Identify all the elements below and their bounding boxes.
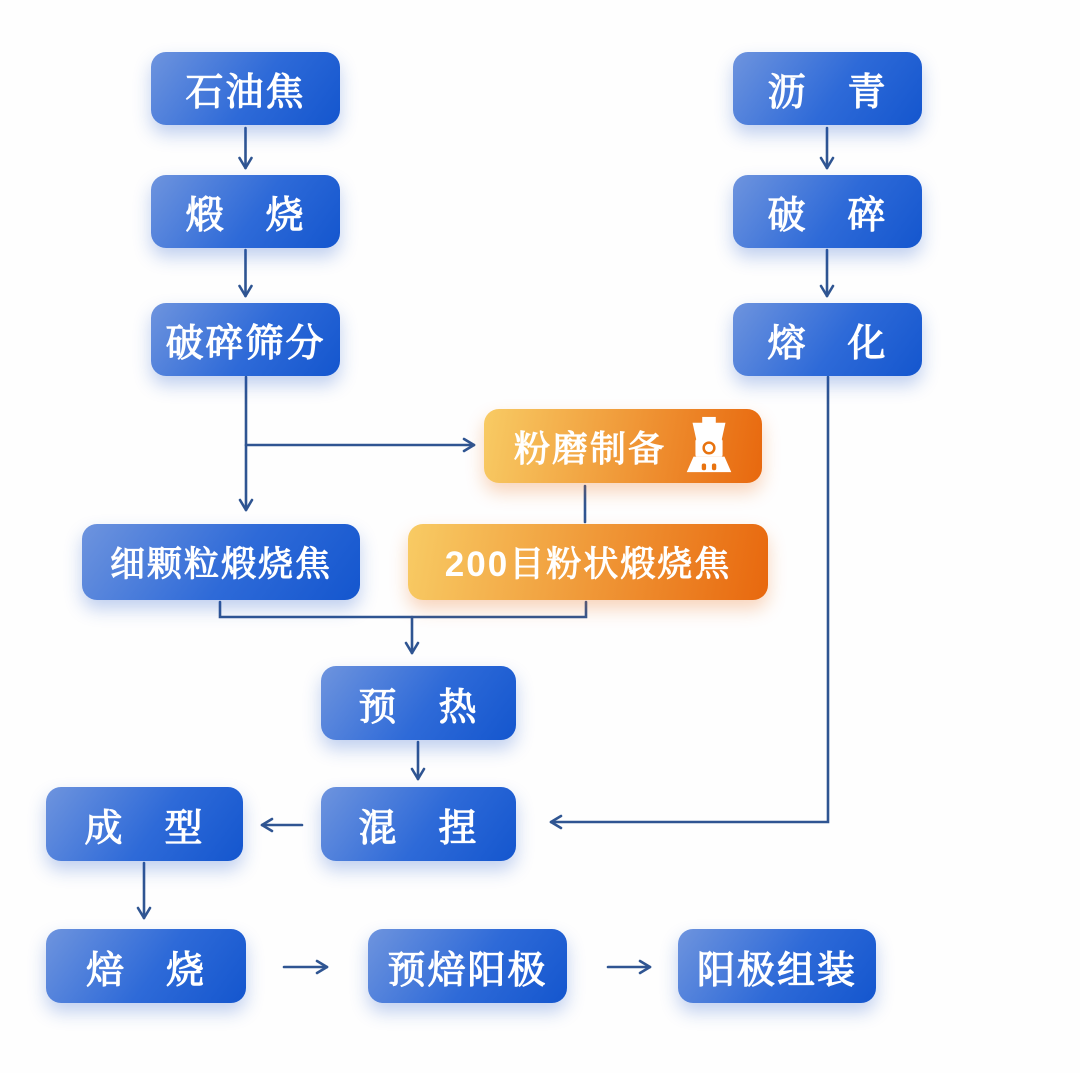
node-crushing-screening-label: 破碎筛分 (165, 323, 326, 365)
node-grinding-prep (484, 409, 762, 483)
node-melting-label: 熔 化 (767, 323, 888, 365)
node-prebaked-anode-label: 预焙阳极 (387, 949, 548, 992)
node-mesh200-powder-coke-label: 200目粉状煅烧焦 (444, 545, 732, 584)
node-grinding-prep-label: 粉磨制备 (514, 427, 667, 469)
grinder-mill-icon (678, 414, 740, 478)
node-baking-label: 焙 烧 (85, 949, 206, 992)
node-prebaked-anode (368, 929, 567, 1003)
node-anode-assembly (678, 929, 876, 1003)
node-pitch (733, 52, 922, 125)
node-kneading-label: 混 捏 (358, 807, 479, 850)
node-crushing-screening (151, 303, 340, 376)
node-crushing-label: 破 碎 (767, 195, 888, 237)
node-forming-label: 成 型 (84, 807, 205, 850)
node-kneading (321, 787, 516, 861)
node-mesh200-powder-coke (408, 524, 768, 600)
node-fine-calcined-coke (82, 524, 360, 600)
connector-merge-bracket (220, 602, 586, 617)
node-melting (733, 303, 922, 376)
node-preheating-label: 预 热 (358, 686, 479, 729)
node-crushing (733, 175, 922, 248)
node-anode-assembly-label: 阳极组装 (696, 949, 857, 992)
node-calcination-label: 煅 烧 (185, 195, 306, 237)
node-calcination (151, 175, 340, 248)
node-pitch-label: 沥 青 (767, 72, 888, 114)
node-fine-calcined-coke-label: 细颗粒煅烧焦 (109, 545, 332, 584)
node-preheating (321, 666, 516, 740)
node-petroleum-coke-label: 石油焦 (185, 72, 306, 114)
node-baking (46, 929, 246, 1003)
node-forming (46, 787, 243, 861)
node-petroleum-coke (151, 52, 340, 125)
